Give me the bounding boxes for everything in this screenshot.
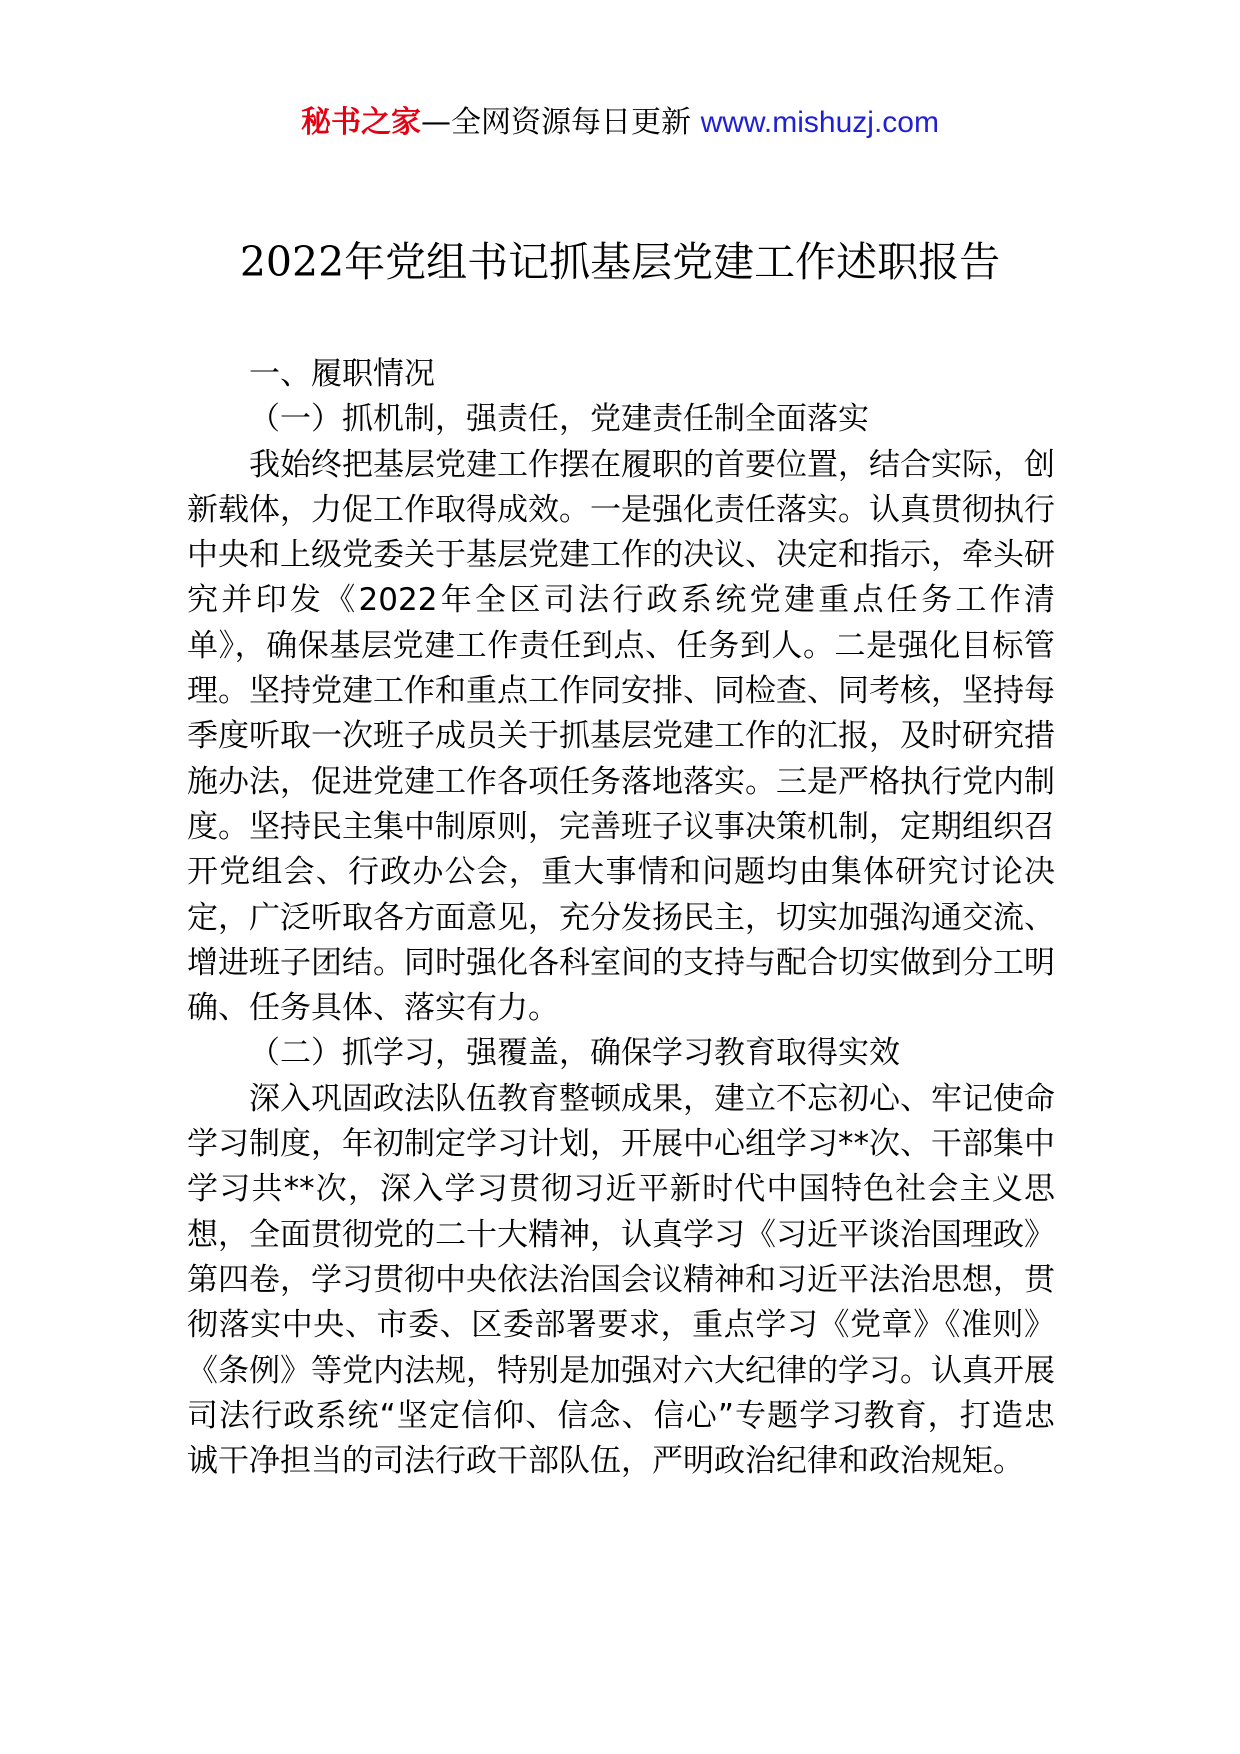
subsection-heading: （二）抓学习，强覆盖，确保学习教育取得实效: [249, 1035, 900, 1072]
body-paragraph: 深入巩固政法队伍教育整顿成果，建立不忘初心、牢记使命学习制度，年初制定学习计划，开展中心组学习**次、干部集中学习共**次，深入学习贯彻习近平新时代中国特色社会主义思想，全面贯彻党的二十大精神，认真学习《习近平谈治国理政》第四卷，学习贯彻中央依法治国会议精神和习近平法治思想，贯彻落实中央、市委、区委部署要求，重点学习《党章》《准则》《条例》等党内法规，特别是加强对六大纪律的学习。认真开展司法行政系统“坚定信仰、信念、信心”专题学习教育，打造忠诚干净担当的司法行政干部队伍，严明政治纪律和政治规矩。: [187, 1080, 1055, 1480]
subsection-heading: （一）抓机制，强责任，党建责任制全面落实: [249, 401, 869, 438]
site-url-link[interactable]: www.mishuzj.com: [700, 106, 939, 139]
header-slogan: —全网资源每日更新: [421, 105, 692, 140]
document-body: [187, 352, 1055, 1484]
site-header: [0, 100, 1240, 146]
brand-name: 秘书之家: [301, 105, 422, 140]
body-paragraph: 我始终把基层党建工作摆在履职的首要位置，结合实际，创新载体，力促工作取得成效。一是强化责任落实。认真贯彻执行中央和上级党委关于基层党建工作的决议、决定和指示，牵头研究并印发《2022年全区司法行政系统党建重点任务工作清单》，确保基层党建工作责任到点、任务到人。二是强化目标管理。坚持党建工作和重点工作同安排、同检查、同考核，坚持每季度听取一次班子成员关于抓基层党建工作的汇报，及时研究措施办法，促进党建工作各项任务落地落实。三是严格执行党内制度。坚持民主集中制原则，完善班子议事决策机制，定期组织召开党组会、行政办公会，重大事情和问题均由集体研究讨论决定，广泛听取各方面意见，充分发扬民主，切实加强沟通交流、增进班子团结。同时强化各科室间的支持与配合切实做到分工明确、任务具体、落实有力。: [187, 446, 1055, 1027]
section-heading: 一、履职情况: [249, 356, 435, 392]
document-title: 2022年党组书记抓基层党建工作述职报告: [239, 238, 1001, 286]
